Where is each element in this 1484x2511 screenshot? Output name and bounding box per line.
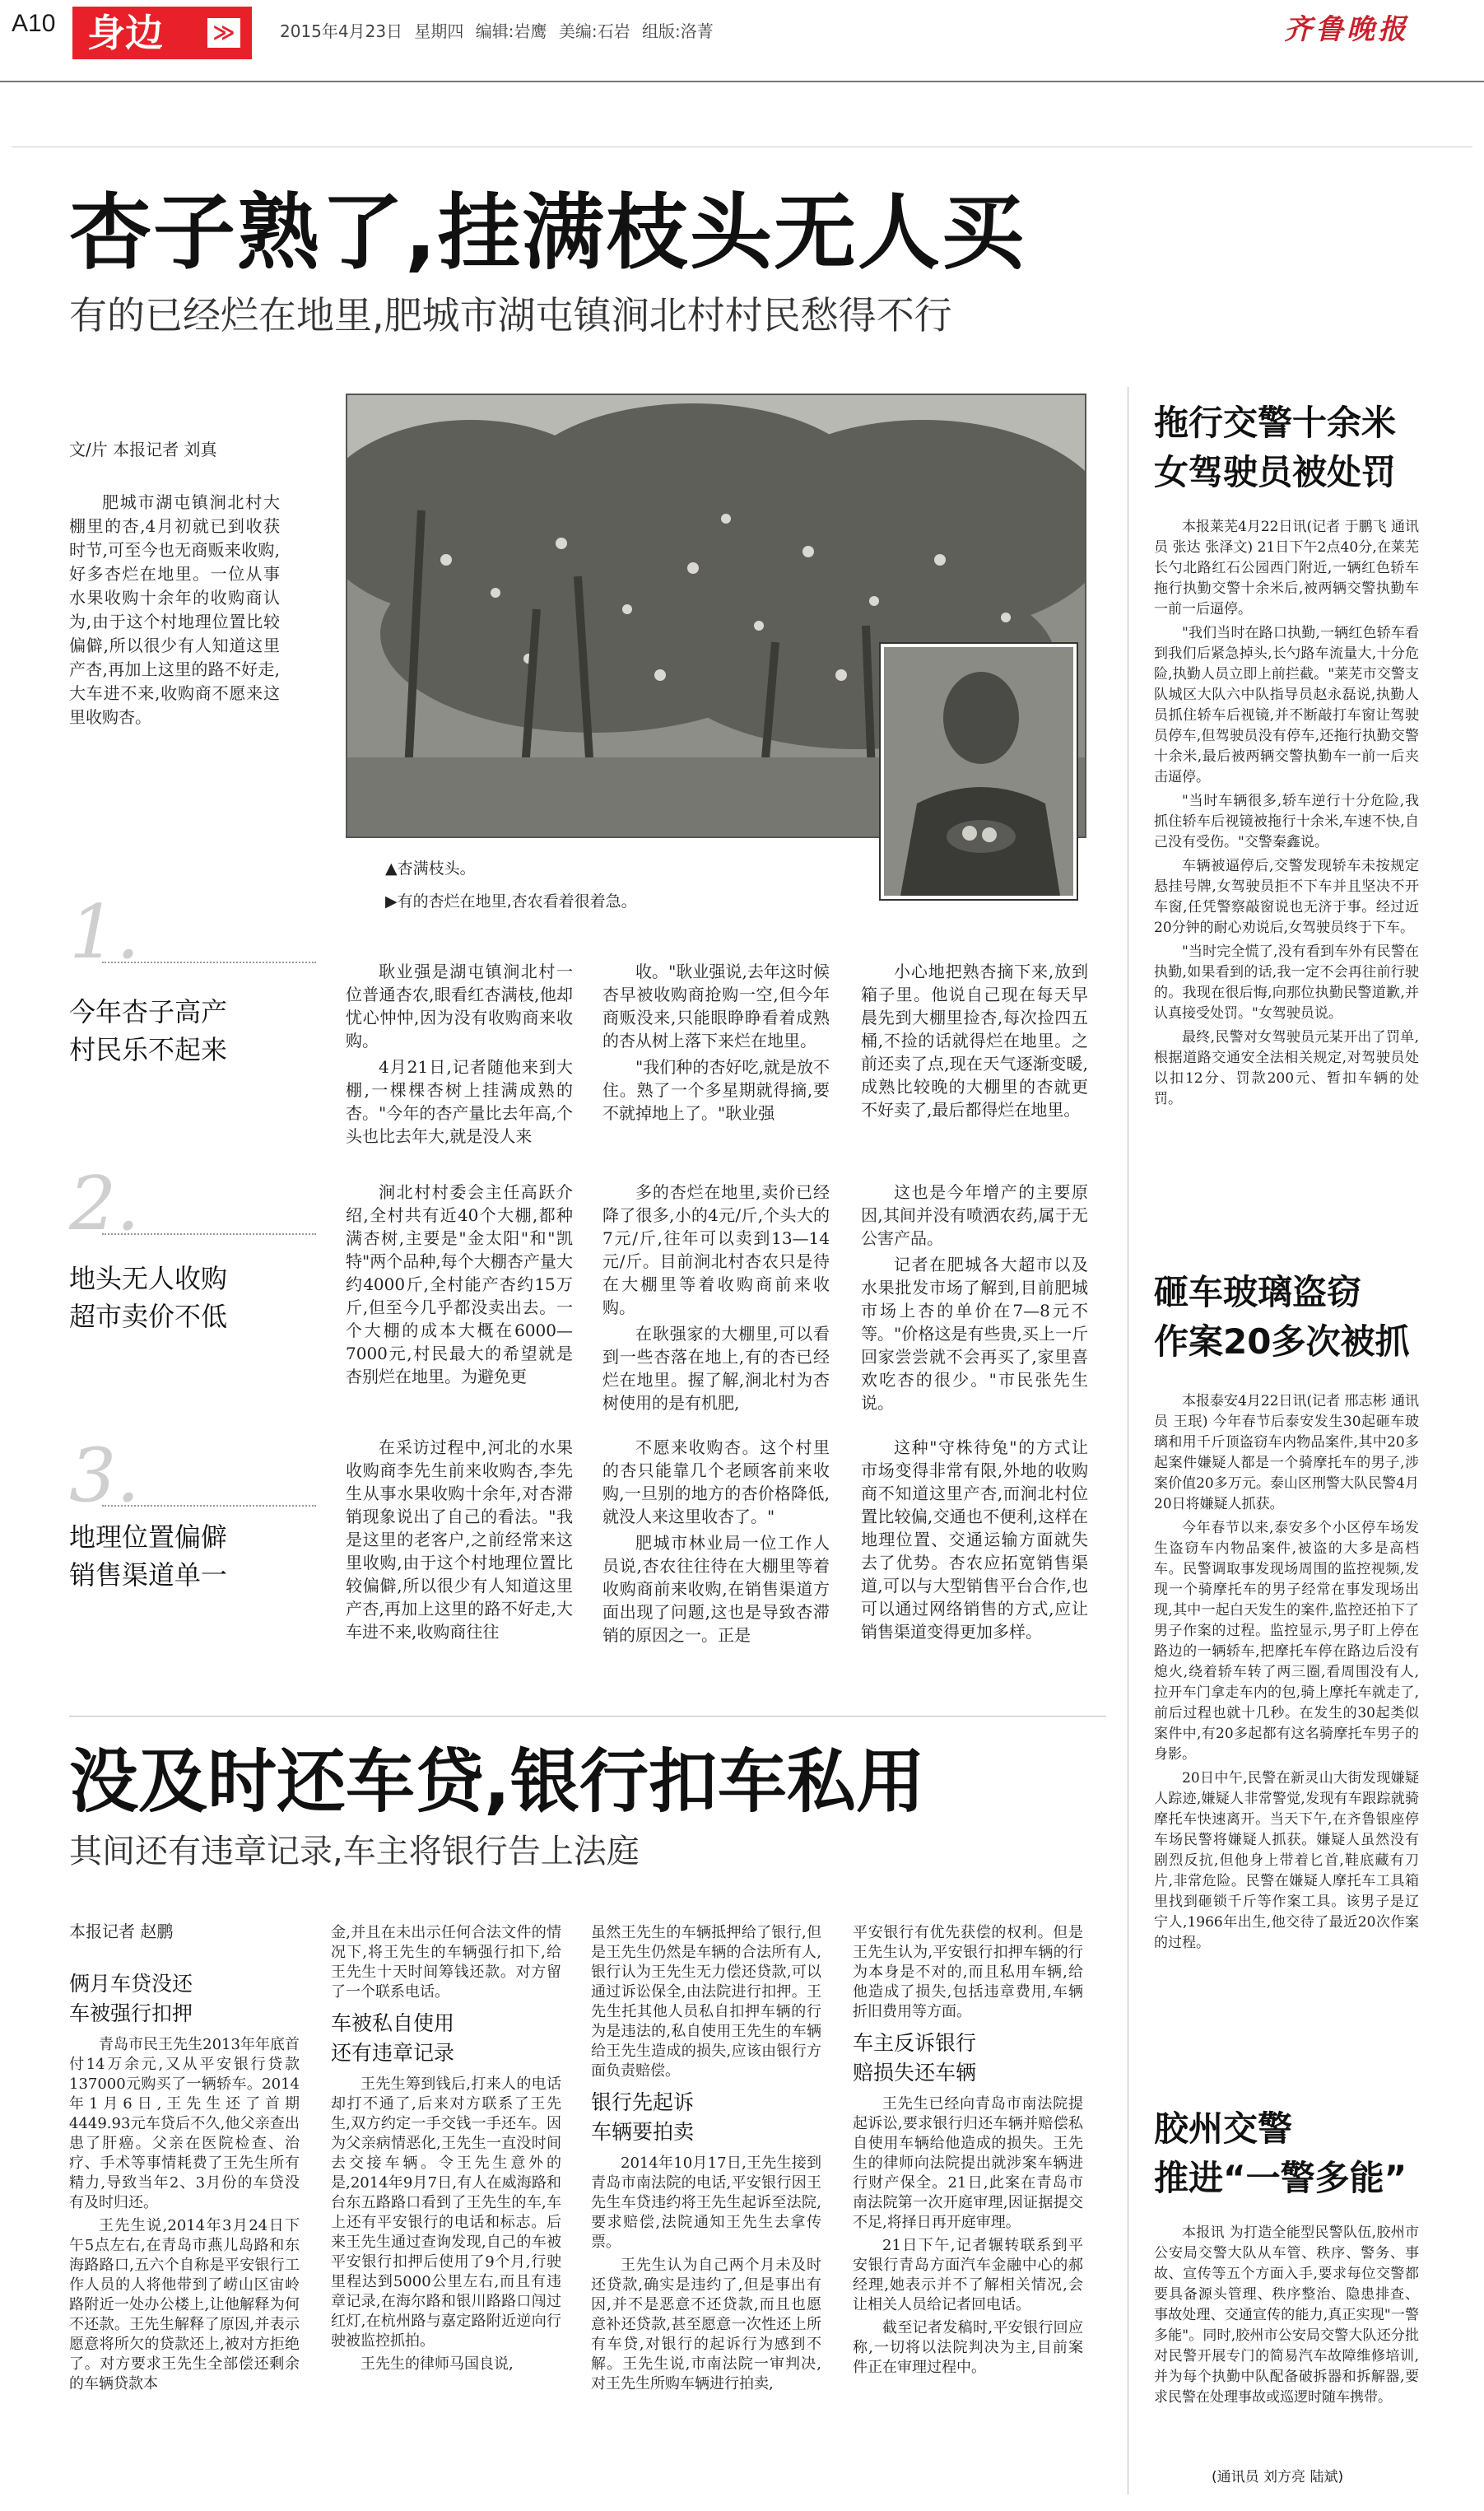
brief1-title-line1: 拖行交警十余米: [1154, 403, 1397, 443]
story2-col2: 金,并且在未出示任何合法文件的情况下,将王先生的车辆强行扣下,给王先生十天时间筹钱还款。对方留了一个联系电话。 车被私自使用 还有违章记录 王先生筹到钱后,打来人的电话却打不通了,后来对方联系了王先生,双方约定一手交钱一手还车。因为父亲病情恶化,王先生一直没时间去交接车辆。令王先生意外的是,2014年9月7日,有人在威海路和台东五路路口看到了王先生的车,车上还有平安银行的电话和标志。后来王先生通过查询发现,自己的车被平安银行扣押后使用了9个月,行驶里程达到5000公里左右,而且有违章记录,在海尔路和银川路路口闯过红灯,在杭州路与嘉定路附近逆向行驶被监控抓拍。 王先生的律师马国良说,: [331, 1924, 561, 2373]
brief3-title-line1: 胶州交警: [1154, 2108, 1293, 2149]
section-3-divider: [102, 1505, 316, 1507]
section-3-number: 3.: [69, 1433, 140, 1519]
brief3-body: 本报讯 为打造全能型民警队伍,胶州市公安局交警大队从车管、秩序、警务、事故、宣传等五个方面入手,要求每位交警都要具备源头管理、秩序整治、隐患排查、事故处理、交通宣传的能力,真正实现"一警多能"。同时,胶州市公安局交警大队还分批对民警开展专门的简易汽车故障维修培训,并为每个执勤中队配备破拆器和拆解器,要求民警在处理事故或巡逻时随车携带。: [1154, 2224, 1419, 2406]
story1-subtitle: 有的已经烂在地里,肥城市湖屯镇涧北村村民愁得不行: [69, 293, 952, 338]
section-1-col1: 耿业强是湖屯镇涧北村一位普通杏农,眼看红杏满枝,他却忧心忡忡,因为没有收购商来收购。 4月21日,记者随他来到大棚,一棵棵杏树上挂满成熟的杏。"今年的杏产量比去年高,个头也比去年大,就是没人来: [346, 962, 573, 1146]
section-label: 身边: [87, 11, 163, 55]
brief1-body: 本报莱芜4月22日讯(记者 于鹏飞 通讯员 张达 张泽文) 21日下午2点40分,在莱芜长勺北路红石公园西门附近,一辆红色轿车拖行执勤交警十余米后,被两辆交警执勤车一前一后逼停。 "我们当时在路口执勤,一辆红色轿车看到我们后紧急掉头,长勺路车流量大,十分危险,执勤人员立即上前拦截。"莱芜市交警支队城区大队六中队指导员赵永磊说,执勤人员抓住轿车后视镜,并不断敲打车窗让驾驶员停车,但驾驶员没有停车,还拖行执勤交警十余米,最后被两辆交警执勤车一前一后夹击逼停。 "当时车辆很多,轿车逆行十分危险,我抓住轿车后视镜被拖行十余米,车速不快,自己没有受伤。"交警秦鑫说。 车辆被逼停后,交警发现轿车未按规定悬挂号牌,女驾驶员拒不下车并且坚决不开车窗,任凭警察敲窗说也无济于事。经过近20分钟的耐心劝说后,女驾驶员终于下车。 "当时完全慌了,没有看到车外有民警在执勤,如果看到的话,我一定不会再往前行驶的。我现在很后悔,向那位执勤民警道歉,并认真接受处罚。"女驾驶员说。 最终,民警对女驾驶员元某开出了罚单,根据道路交通安全法相关规定,对驾驶员处以扣12分、罚款200元、暂扣车辆的处罚。: [1154, 519, 1419, 1107]
story2-subtitle: 其间还有违章记录,车主将银行告上法庭: [69, 1833, 640, 1870]
story2-col3-head2: 车辆要拍卖: [591, 2120, 695, 2144]
brief3-byline: (通讯员 刘方亮 陆斌): [1212, 2469, 1344, 2485]
photo-caption-1: ▲杏满枝头。: [385, 860, 476, 878]
story2-col2-body: 王先生筹到钱后,打来人的电话却打不通了,后来对方联系了王先生,双方约定一手交钱一手还车。因为父亲病情恶化,王先生一直没时间去交接车辆。令王先生意外的是,2014年9月7日,有人在威海路和台东五路路口看到了王先生的车,车上还有平安银行的电话和标志。后来王先生通过查询发现,自己的车被平安银行扣押后使用了9个月,行驶里程达到5000公里左右,而且有违章记录,在海尔路和银川路路口闯过红灯,在杭州路与嘉定路附近逆向行驶被监控抓拍。: [331, 2075, 561, 2350]
story2-col1: 俩月车贷没还 车被强行扣押 青岛市民王先生2013年年底首付14万余元,又从平安银行贷款137000元购买了一辆轿车。2014年1月6日,王先生还了首期4449.93元车贷后不久,他父亲查出患了肝癌。父亲在医院检查、治疗、手术等事情耗费了王先生所有精力,导致当年2、3月份的车贷没有及时归还。 王先生说,2014年3月24日下午5点左右,在青岛市燕儿岛路和东海路路口,五六个自称是平安银行工作人员的人将他带到了崂山区宙岭路附近一处办公楼上,让他解释为何不还款。王先生解释了原因,并表示愿意将所欠的贷款还上,被对方拒绝了。对方要求王先生全部偿还剩余的车辆贷款本: [69, 1969, 300, 2397]
section-3-heading-line1: 地理位置偏僻: [69, 1521, 228, 1553]
section-1-col3: 小心地把熟杏摘下来,放到箱子里。他说自己现在每天早晨先到大棚里捡杏,每次捡四五桶,不捡的话就得烂在地里。之前还卖了点,现在天气逐渐变暖,成熟比较晚的大棚里的杏就更不好卖了,最后都得烂在地里。: [861, 962, 1088, 1120]
story2-col4-body: 王先生已经向青岛市南法院提起诉讼,要求银行归还车辆并赔偿私自使用车辆给他造成的损失。王先生的律师向法院提出就涉案车辆进行财产保全。21日,此案在青岛市南法院第一次开庭审理,因证据提交不足,将择日再开庭审理。: [853, 2095, 1083, 2231]
section-2-heading: [69, 1260, 227, 1335]
story1-byline: 文/片 本报记者 刘真: [69, 440, 217, 459]
header-rule: [0, 81, 1484, 82]
brief3-title: [1154, 2104, 1467, 2203]
story2-col2-pre: 金,并且在未出示任何合法文件的情况下,将王先生的车辆强行扣下,给王先生十天时间筹钱还款。对方留了一个联系电话。: [331, 1924, 561, 2001]
brief3-title-line2: 推进“一警多能”: [1154, 2158, 1407, 2198]
section-1-divider: [102, 962, 316, 963]
page-number: A10: [12, 10, 56, 37]
newspaper-logo: 齐鲁晚报: [1284, 13, 1409, 46]
section-3-col3: 这种"守株待兔"的方式让市场变得非常有限,外地的收购商不知道这里产杏,而涧北村位置比较偏,交通也不便利,这样在地理位置、交通运输方面就失去了优势。杏农应拓宽销售渠道,可以与大型销售平台合作,也可以通过网络销售的方式,应让销售渠道变得更加多样。: [861, 1437, 1088, 1642]
story2-col1-head1: 俩月车贷没还: [69, 1972, 193, 1996]
brief2-body: 本报泰安4月22日讯(记者 邢志彬 通讯员 王珉) 今年春节后泰安发生30起砸车玻璃和用千斤顶盗窃车内物品案件,其中20多起案件嫌疑人都是一个骑摩托车的男子,涉案价值20多万元。泰山区刑警大队民警4月20日将嫌疑人抓获。 今年春节以来,泰安多个小区停车场发生盗窃车内物品案件,被盗的大多是高档车。民警调取事发现场周围的监控视频,发现一个骑摩托车的男子经常在事发现场出现,其中一起白天发生的案件,监控还拍下了男子作案的过程。监控显示,男子盯上停在路边的一辆轿车,把摩托车停在路边后没有熄火,绕着轿车转了两三圈,看周围没有人,拉开车门拿走车内的包,骑上摩托车就走了,前后过程也就十几秒。在发生的30起类似案件中,有20多起都有这名骑摩托车男子的身影。 20日中午,民警在新灵山大街发现嫌疑人踪迹,嫌疑人非常警觉,发现有车跟踪就骑摩托车快速离开。当天下午,在齐鲁银座停车场民警将嫌疑人抓获。嫌疑人虽然没有剧烈反抗,但他身上带着匕首,鞋底藏有刀片,非常危险。民警在嫌疑人摩托车工具箱里找到砸锁千斤等作案工具。该男子是辽宁人,1966年出生,他交待了最近20次作案的过程。: [1154, 1393, 1419, 1951]
story2-col3: 虽然王先生的车辆抵押给了银行,但是王先生仍然是车辆的合法所有人,银行认为王先生无力偿还贷款,可以通过诉讼保全,由法院进行扣押。王先生托其他人员私自扣押车辆的行为是违法的,私自使用王先生的车辆给王先生造成的损失,应该由银行方面负责赔偿。 银行先起诉 车辆要拍卖 2014年10月17日,王先生接到青岛市南法院的电话,平安银行因王先生车贷违约将王先生起诉至法院,要求赔偿,法院通知王先生去拿传票。 王先生认为自己两个月未及时还贷款,确实是违约了,但是事出有因,并不是恶意不还贷款,而且也愿意补还贷款,甚至愿意一次性还上所有车贷,对银行的起诉行为感到不解。王先生说,市南法院一审判决,对王先生所购车辆进行拍卖,: [591, 1924, 821, 2392]
brief2-title-line1: 砸车玻璃盗窃: [1154, 1272, 1362, 1312]
story2-col3-head1: 银行先起诉: [591, 2090, 695, 2114]
section-1-heading-line2: 村民乐不起来: [69, 1034, 228, 1065]
story1-lead: 肥城市湖屯镇涧北村大棚里的杏,4月初就已到收获时节,可至今也无商贩来收购,好多杏烂在地里。一位从事水果收购十余年的收购商认为,由于这个村地理位置比较偏僻,所以很少有人知道这里产杏,再加上这里的路不好走,大车进不来,收购商不愿来这里收购杏。: [69, 492, 280, 727]
section-3-heading: [69, 1518, 227, 1594]
section-2-col3: 这也是今年增产的主要原因,其间并没有喷洒农药,属于无公害产品。 记者在肥城各大超市以及水果批发市场了解到,目前肥城市场上杏的单价在7—8元不等。"价格这是有些贵,买上一斤回家尝尝就不会再买了,家里喜欢吃杏的很少。"市民张先生说。: [861, 1182, 1088, 1413]
story2-byline: 本报记者 赵鹏: [69, 1922, 174, 1941]
story2-col1-body: 青岛市民王先生2013年年底首付14万余元,又从平安银行贷款137000元购买了一辆轿车。2014年1月6日,王先生还了首期4449.93元车贷后不久,他父亲查出患了肝癌。父亲在医院检查、治疗、手术等事情耗费了王先生所有精力,导致当年2、3月份的车贷没有及时归还。: [69, 2036, 300, 2211]
section-1-heading: [69, 993, 227, 1069]
section-3-col2: 不愿来收购杏。这个村里的杏只能靠几个老顾客前来收购,一旦别的地方的杏价格降低,就没人来这里收杏了。" 肥城市林业局一位工作人员说,杏农往往待在大棚里等着收购商前来收购,在销售渠道方面出现了问题,这也是导致杏滞销的原因之一。正是: [602, 1437, 830, 1645]
section-3-heading-line2: 销售渠道单一: [69, 1559, 228, 1591]
story2-col4: 平安银行有优先获偿的权利。但是王先生认为,平安银行扣押车辆的行为本身是不对的,而且私用车辆,给他造成了损失,包括违章费用,车辆折旧费用等方面。 车主反诉银行 赔损失还车辆 王先生已经向青岛市南法院提起诉讼,要求银行归还车辆并赔偿私自使用车辆给他造成的损失。王先生的律师向法院提出就涉案车辆进行财产保全。21日,此案在青岛市南法院第一次开庭审理,因证据提交不足,将择日再开庭审理。 21日下午,记者辗转联系到平安银行青岛方面汽车金融中心的郝经理,她表示并不了解相关情况,会让相关人员给记者回电话。 截至记者发稿时,平安银行回应称,一切将以法院判决为主,目前案件正在审理过程中。: [853, 1924, 1083, 2376]
story-divider: [69, 1716, 1106, 1717]
double-chevron-icon: ≫: [207, 18, 240, 48]
farmer-illustration: [884, 647, 1073, 896]
section-2-number: 2.: [69, 1161, 140, 1247]
story2-col3-body: 2014年10月17日,王先生接到青岛市南法院的电话,平安银行因王先生车贷违约将王先生起诉至法院,要求赔偿,法院通知王先生去拿传票。: [591, 2155, 821, 2251]
section-2-heading-line1: 地头无人收购: [69, 1263, 228, 1294]
section-1-col2: 收。"耿业强说,去年这时候杏早被收购商抢购一空,但今年商贩没来,只能眼睁睁看着成熟的杏从树上落下来烂在地里。 "我们种的杏好吃,就是放不住。熟了一个多星期就得摘,要不就掉地上了。"耿业强: [602, 962, 830, 1123]
story2-col4-head2: 赔损失还车辆: [853, 2061, 977, 2085]
section-2-col2: 多的杏烂在地里,卖价已经降了很多,小的4元/斤,个头大的7元/斤,往年可以卖到13—14元/斤。目前涧北村杏农只是待在大棚里等着收购商前来收购。 在耿强家的大棚里,可以看到一些杏落在地上,有的杏已经烂在地里。握了解,涧北村为杏树使用的是有机肥,: [602, 1182, 830, 1413]
brief1-title-line2: 女驾驶员被处罚: [1154, 452, 1397, 492]
story2-col3-pre: 虽然王先生的车辆抵押给了银行,但是王先生仍然是车辆的合法所有人,银行认为王先生无力偿还贷款,可以通过诉讼保全,由法院进行扣押。王先生托其他人员私自扣押车辆的行为是违法的,私自使用王先生的车辆给王先生造成的损失,应该由银行方面负责赔偿。: [591, 1924, 821, 2080]
farmer-holding-apricots-photo: [881, 644, 1077, 899]
section-tab[interactable]: [72, 7, 252, 59]
story2-col4-pre: 平安银行有优先获偿的权利。但是王先生认为,平安银行扣押车辆的行为本身是不对的,而且私用车辆,给他造成了损失,包括违章费用,车辆折旧费用等方面。: [853, 1924, 1083, 2020]
story2-col2-head2: 还有违章记录: [331, 2041, 455, 2065]
story2-title: 没及时还车贷,银行扣车私用: [69, 1741, 925, 1822]
brief2-title-line2: 作案20多次被抓: [1154, 1321, 1410, 1362]
story2-col4-head1: 车主反诉银行: [853, 2031, 977, 2055]
section-1-heading-line1: 今年杏子高产: [69, 996, 228, 1027]
story2-col2-head1: 车被私自使用: [331, 2011, 455, 2035]
story2-col1-head2: 车被强行扣押: [69, 2001, 193, 2025]
header-meta: 2015年4月23日 星期四 编辑:岩鹰 美编:石岩 组版:洛菁: [280, 21, 714, 41]
brief2-title: [1154, 1268, 1467, 1367]
section-1-number: 1.: [69, 889, 140, 976]
section-3-col1: 在采访过程中,河北的水果收购商李先生前来收购杏,李先生从事水果收购十余年,对杏滞销现象说出了自己的看法。"我是这里的老客户,之前经常来这里收购,由于这个村地理位置比较偏僻,所以很少有人知道这里产杏,再加上这里的路不好走,大车进不来,收购商往往: [346, 1437, 573, 1642]
section-2-heading-line2: 超市卖价不低: [69, 1301, 228, 1332]
story1-title: 杏子熟了,挂满枝头无人买: [69, 184, 1026, 281]
brief1-title: [1154, 398, 1467, 497]
photo-caption-2: ▶有的杏烂在地里,杏农看着很着急。: [385, 892, 637, 911]
section-2-col1: 涧北村村委会主任高跃介绍,全村共有近40个大棚,都种满杏树,主要是"金太阳"和"凯特"两个品种,每个大棚杏产量大约4000斤,全村能产杏约15万斤,但至今几乎都没卖出去。一个大棚的成本大概在6000—7000元,村民最大的希望就是杏别烂在地里。为避免更: [346, 1182, 573, 1386]
section-2-divider: [102, 1233, 316, 1235]
